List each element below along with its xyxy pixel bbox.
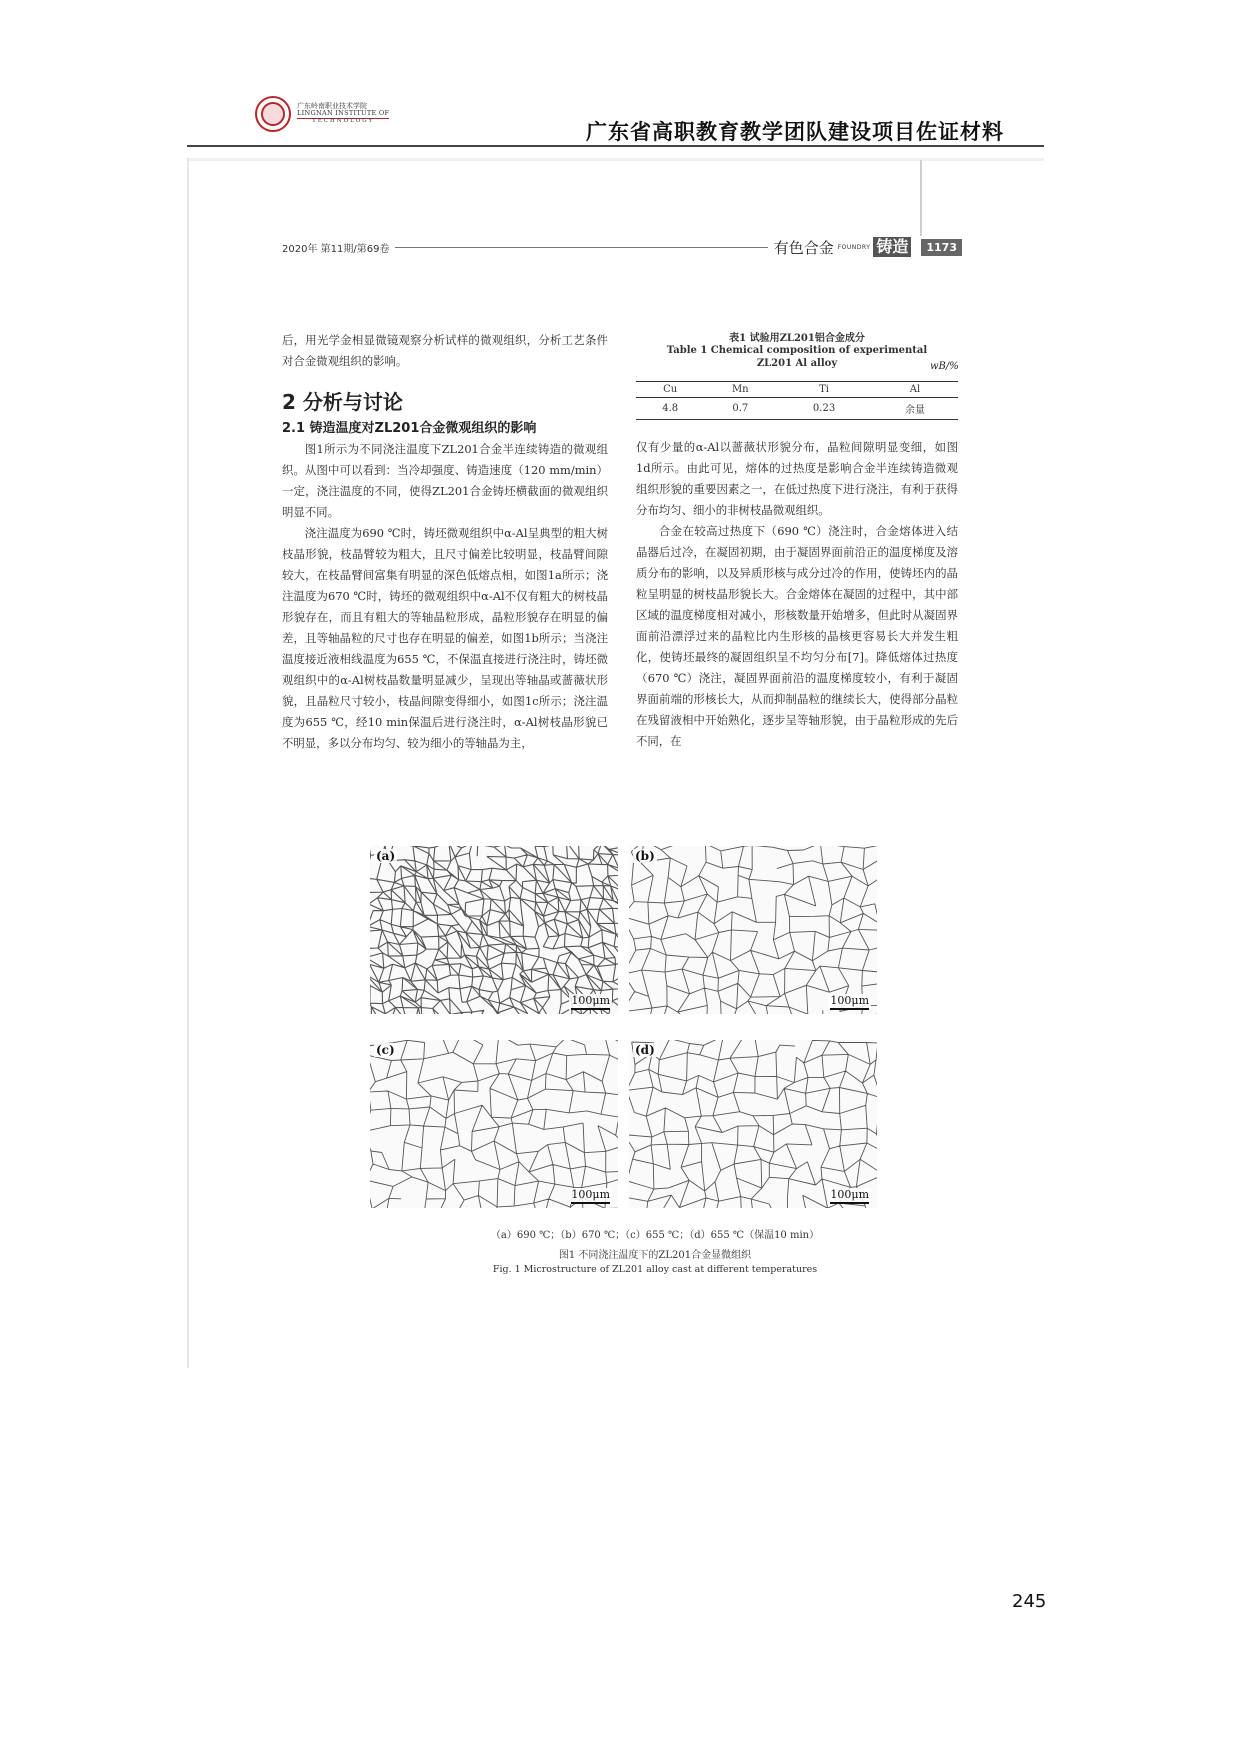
panel-label: (d) <box>635 1043 655 1057</box>
right-paragraph-2: 合金在较高过热度下（690 ℃）浇注时，合金熔体进入结晶器后过冷，在凝固初期，由于凝固界面前沿正的温度梯度及溶质分布的影响，以及异质形核与成分过冷的作用，使铸坯内的晶粒呈明显的树枝晶形貌长大。合金熔体在凝固的过程中，其中部区域的温度梯度相对减小，形核数量开始增多，但此时从凝固界面前沿漂浮过来的晶粒比内生形核的晶核更容易长大并发生粗化，使铸坯最终的凝固组织呈不均匀分布[7]。降低熔体过热度（670 ℃）浇注，凝固界面前沿的温度梯度较小，有利于凝固界面前端的形核长大，从而抑制晶粒的继续长大，使得部分晶粒在残留液相中开始熟化，逐步呈等轴形貌，由于晶粒形成的先后不同，在 <box>636 524 958 748</box>
scale-bar <box>828 994 871 1010</box>
panel-label: (b) <box>635 849 655 863</box>
document-title: 广东省高职教育教学团队建设项目佐证材料 <box>586 120 1004 144</box>
table-header-cell: Al <box>872 382 958 398</box>
left-paragraph-1: 后，用光学金相显微镜观察分析试样的微观组织，分析工艺条件对合金微观组织的影响。 <box>282 333 608 368</box>
table-caption-cn: 表1 试验用ZL201铝合金成分 <box>729 333 865 344</box>
running-head-rule <box>395 247 767 248</box>
table-cell: 4.8 <box>636 398 704 420</box>
institute-name-en: LINGNAN INSTITUTE OF <box>297 109 390 118</box>
scan-top-edge <box>187 158 1044 161</box>
scale-bar <box>569 1188 612 1204</box>
page-fold-line <box>920 160 922 236</box>
micrograph-image <box>370 1040 618 1208</box>
institute-name <box>297 103 389 125</box>
grain-boundaries <box>629 846 877 1014</box>
table-caption-en-1: Table 1 Chemical composition of experimental <box>666 345 928 356</box>
page-number: 245 <box>1012 1591 1047 1612</box>
left-paragraph-2: 图1所示为不同浇注温度下ZL201合金半连续铸造的微观组织。从图中可以看到：当冷却强度、铸造速度（120 mm/min）一定，浇注温度的不同，使得ZL201合金铸坯横截面的微观组织明显不同。 <box>282 442 608 519</box>
journal-page-number: 1173 <box>921 239 962 256</box>
grain-boundaries <box>370 846 618 1014</box>
scale-bar <box>828 1188 871 1204</box>
panel-label: (c) <box>376 1043 395 1057</box>
micrograph-panel-d <box>629 1040 877 1208</box>
micrograph-image <box>629 1040 877 1208</box>
table-caption <box>636 329 958 370</box>
table-unit: wB/% <box>930 361 959 372</box>
journal-section: 有色合金 <box>773 238 834 257</box>
table-caption-en-2: ZL201 Al alloy <box>756 358 838 369</box>
institute-logo <box>255 96 395 132</box>
journal-foundry-word: FOUNDRY <box>837 243 871 251</box>
right-paragraph-1: 仅有少量的α-Al以蔷薇状形貌分布，晶粒间隙明显变细，如图1d所示。由此可见，熔体的过热度是影响合金半连续铸造微观组织形貌的重要因素之一，在低过热度下进行浇注，有利于获得分布均匀、细小的非树枝晶微观组织。 <box>636 440 958 517</box>
table-header-row <box>636 382 958 398</box>
figure-caption-cn: 图1 不同浇注温度下的ZL201合金显微组织 <box>558 1250 752 1261</box>
table-cell: 余量 <box>872 398 958 420</box>
table-cell: 0.23 <box>776 398 872 420</box>
grain-boundaries <box>629 1040 877 1208</box>
scale-bar-label: 100μm <box>830 1188 869 1201</box>
section-heading: 2 分析与讨论 <box>282 390 403 414</box>
institute-name-cn: 广东岭南职业技术学院 <box>297 102 367 111</box>
scale-bar-label: 100μm <box>571 1188 610 1201</box>
grain-boundaries <box>370 1040 618 1208</box>
panel-label: (a) <box>376 849 396 863</box>
micrograph-panel-b <box>629 846 877 1014</box>
micrograph-panel-a <box>370 846 618 1014</box>
scale-bar-label: 100μm <box>571 994 610 1007</box>
left-column <box>282 330 608 754</box>
subsection-heading: 2.1 铸造温度对ZL201合金微观组织的影响 <box>282 421 537 436</box>
micrograph-image <box>629 846 877 1014</box>
journal-brand: 铸造 <box>873 237 911 257</box>
table-header-cell: Ti <box>776 382 872 398</box>
scale-bar <box>569 994 612 1010</box>
journal-issue: 2020年 第11期/第69卷 <box>282 243 390 255</box>
micrograph-image <box>370 846 618 1014</box>
institute-name-en2: TECHNOLOGY <box>312 118 375 125</box>
right-column <box>636 437 958 752</box>
micrograph-panel-c <box>370 1040 618 1208</box>
scale-bar-label: 100μm <box>830 994 869 1007</box>
header-divider <box>187 145 1044 147</box>
table-cell: 0.7 <box>704 398 776 420</box>
table-header-cell: Mn <box>704 382 776 398</box>
figure-subcaption: （a）690 ℃；（b）670 ℃；（c）655 ℃；（d）655 ℃（保温10 min） <box>490 1230 820 1241</box>
seal-icon <box>255 96 291 132</box>
composition-table <box>636 381 958 420</box>
figure-caption-en: Fig. 1 Microstructure of ZL201 alloy cast at different temperatures <box>492 1264 818 1275</box>
journal-running-head <box>282 236 962 258</box>
table-header-cell: Cu <box>636 382 704 398</box>
scan-left-edge <box>187 158 189 1368</box>
table-row <box>636 398 958 420</box>
left-paragraph-3: 浇注温度为690 ℃时，铸坯微观组织中α-Al呈典型的粗大树枝晶形貌，枝晶臂较为粗大，且尺寸偏差比较明显，枝晶臂间隙较大，在枝晶臂间富集有明显的深色低熔点相，如图1a所示；浇注温度为670 ℃时，铸坯的微观组织中α-Al不仅有粗大的树枝晶形貌存在，而且有粗大的等轴晶粒形成，晶粒形貌存在明显的偏差，且等轴晶粒的尺寸也存在明显的偏差，如图1b所示；当浇注温度接近液相线温度为655 ℃，不保温直接进行浇注时，铸坯微观组织中的α-Al树枝晶数量明显减少，呈现出等轴晶或蔷薇状形貌，且晶粒尺寸较小，枝晶间隙变得细小，如图1c所示；浇注温度为655 ℃，经10 min保温后进行浇注时，α-Al树枝晶形貌已不明显，多以分布均匀、较为细小的等轴晶为主， <box>282 526 608 750</box>
